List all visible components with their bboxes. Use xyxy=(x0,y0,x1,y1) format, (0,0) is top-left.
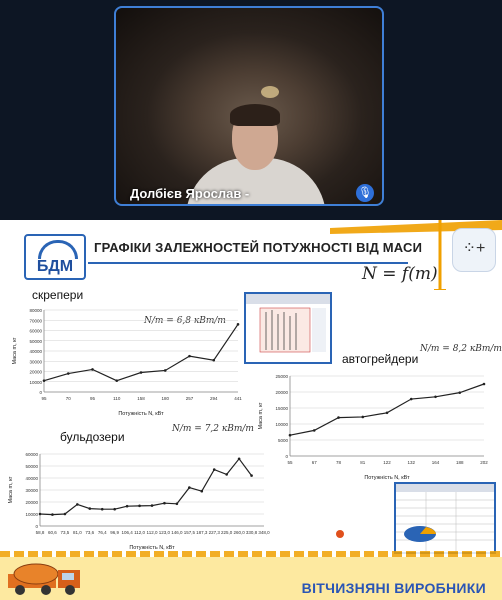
logo-text: БДМ xyxy=(36,258,74,275)
data-point xyxy=(200,490,203,493)
data-point xyxy=(88,507,91,510)
x-axis-label: Потужність N, кВт xyxy=(129,545,175,551)
x-tick-label: 96,9 xyxy=(110,530,120,535)
participant-name: Долбієв Ярослав - xyxy=(130,186,250,201)
chart2-annotation: N/m = 8,2 кВт/т xyxy=(420,344,502,354)
data-point xyxy=(289,434,292,437)
y-tick-label: 15000 xyxy=(275,406,288,411)
x-tick-label: 122 xyxy=(383,460,391,465)
x-tick-label: 227,3 xyxy=(208,530,220,535)
data-point xyxy=(64,513,67,516)
x-tick-label: 180 xyxy=(161,396,170,401)
x-tick-label: 146,0 xyxy=(171,530,183,535)
y-tick-label: 50000 xyxy=(29,338,42,344)
x-tick-label: 60,6 xyxy=(48,530,57,535)
data-point xyxy=(313,429,316,432)
participant-hair xyxy=(230,104,280,126)
x-tick-label: 67 xyxy=(311,460,317,465)
data-point xyxy=(386,412,389,415)
data-point xyxy=(101,508,104,511)
y-tick-label: 25000 xyxy=(275,374,288,379)
y-tick-label: 40000 xyxy=(25,476,38,481)
x-axis-label: Потужність N, кВт xyxy=(118,411,164,417)
x-tick-label: 202 xyxy=(480,460,488,465)
presentation-slide xyxy=(0,220,502,600)
data-point xyxy=(188,486,191,489)
x-tick-label: 260,0 xyxy=(233,530,245,535)
data-point xyxy=(113,508,116,511)
logo-arc-icon xyxy=(38,240,78,259)
x-tick-label: 348,0 xyxy=(258,530,270,535)
series-line xyxy=(40,459,252,515)
y-tick-label: 10000 xyxy=(25,512,38,517)
y-tick-label: 10000 xyxy=(29,379,42,385)
data-point xyxy=(138,505,141,508)
y-tick-label: 70000 xyxy=(29,318,42,324)
x-tick-label: 330,8 xyxy=(245,530,258,535)
data-point xyxy=(151,504,154,507)
x-tick-label: 164 xyxy=(431,460,440,465)
x-tick-label: 188 xyxy=(455,460,464,465)
x-tick-label: 81 xyxy=(360,460,366,465)
data-point xyxy=(483,383,486,386)
x-tick-label: 158 xyxy=(137,396,145,401)
x-tick-label: 95 xyxy=(89,396,96,401)
x-tick-label: 294 xyxy=(209,396,218,401)
chart-graders xyxy=(256,370,492,482)
data-point xyxy=(39,513,42,516)
slide-formula: N = f(m) xyxy=(362,264,438,284)
data-point xyxy=(238,458,241,461)
concrete-truck-icon xyxy=(6,562,86,596)
chart3-annotation: N/m = 7,2 кВт/т xyxy=(172,424,254,434)
y-tick-label: 20000 xyxy=(25,500,38,505)
footer-title: ВІТЧИЗНЯНІ ВИРОБНИКИ xyxy=(301,580,486,596)
x-tick-label: 78 xyxy=(335,460,342,465)
y-tick-label: 20000 xyxy=(29,369,42,375)
y-axis-label: Маса m, кг xyxy=(12,337,18,365)
x-tick-label: 58,8 xyxy=(35,530,45,535)
x-tick-label: 441 xyxy=(234,396,242,401)
data-point xyxy=(51,513,54,516)
y-axis-label: Маса m, кг xyxy=(8,476,14,504)
participant-video-tile[interactable] xyxy=(114,6,384,206)
bdm-logo xyxy=(24,234,86,280)
x-tick-label: 81,0 xyxy=(72,530,82,535)
recording-dot xyxy=(336,530,344,538)
x-tick-label: 112,0 xyxy=(146,530,158,535)
data-point xyxy=(43,379,46,382)
x-tick-label: 76,4 xyxy=(97,530,107,535)
chart1-title: скрепери xyxy=(32,288,84,302)
data-point xyxy=(188,355,191,358)
y-tick-label: 10000 xyxy=(275,422,288,427)
y-axis-label: Маса m, кг xyxy=(258,402,264,430)
chart3-title: бульдозери xyxy=(60,430,125,444)
data-point xyxy=(337,416,340,419)
x-tick-label: 225,0 xyxy=(221,530,233,535)
y-tick-label: 0 xyxy=(35,524,38,529)
x-tick-label: 257 xyxy=(185,396,194,401)
inset-chart-thumbnail xyxy=(244,292,332,364)
title-underline xyxy=(88,262,408,264)
inset-table-thumbnail xyxy=(394,482,496,554)
layout-grid-button[interactable]: ⁘+ xyxy=(452,228,496,272)
data-point xyxy=(458,391,461,394)
x-tick-label: 187,3 xyxy=(196,530,208,535)
y-tick-label: 60000 xyxy=(25,452,38,457)
x-tick-label: 73,5 xyxy=(60,530,70,535)
chart2-title: автогрейдери xyxy=(342,352,419,366)
slide-title: ГРАФІКИ ЗАЛЕЖНОСТЕЙ ПОТУЖНОСТІ ВІД МАСИ xyxy=(94,240,423,255)
y-tick-label: 50000 xyxy=(25,464,38,469)
y-tick-label: 30000 xyxy=(25,488,38,493)
data-point xyxy=(163,502,166,505)
data-point xyxy=(250,474,253,477)
y-tick-label: 5000 xyxy=(277,438,288,443)
y-tick-label: 40000 xyxy=(29,349,42,354)
data-point xyxy=(213,468,216,471)
data-point xyxy=(434,396,437,399)
x-tick-label: 157,5 xyxy=(183,530,195,535)
chart1-annotation: N/m = 6,8 кВт/т xyxy=(144,316,226,326)
data-point xyxy=(176,503,179,506)
data-point xyxy=(164,369,167,372)
x-axis-label: Потужність N, кВт xyxy=(364,475,410,481)
data-point xyxy=(67,372,70,375)
y-tick-label: 0 xyxy=(39,390,42,395)
y-tick-label: 80000 xyxy=(29,308,42,313)
y-tick-label: 30000 xyxy=(29,359,42,365)
series-line xyxy=(290,384,484,435)
data-point xyxy=(225,473,228,476)
data-point xyxy=(76,503,79,506)
data-point xyxy=(115,379,118,382)
data-point xyxy=(212,359,215,362)
x-tick-label: 123,0 xyxy=(158,530,171,535)
x-tick-label: 132 xyxy=(407,460,416,465)
chart-scrapers xyxy=(10,304,246,418)
chart-bulldozers xyxy=(6,448,272,552)
y-tick-label: 60000 xyxy=(29,328,42,334)
data-point xyxy=(126,505,129,508)
x-tick-label: 73,6 xyxy=(85,530,95,535)
ceiling-lamp xyxy=(261,86,279,98)
data-point xyxy=(410,398,413,401)
data-point xyxy=(140,371,143,374)
y-tick-label: 20000 xyxy=(275,390,288,395)
x-tick-label: 110 xyxy=(113,396,121,401)
x-tick-label: 106,4 xyxy=(121,530,133,535)
x-tick-label: 112,0 xyxy=(134,530,146,535)
data-point xyxy=(91,368,94,371)
x-tick-label: 55 xyxy=(287,460,293,465)
y-tick-label: 0 xyxy=(285,454,288,459)
x-tick-label: 95 xyxy=(41,396,47,401)
data-point xyxy=(237,323,240,326)
microphone-icon[interactable]: 🎙 xyxy=(356,184,374,202)
x-tick-label: 70 xyxy=(65,396,71,401)
data-point xyxy=(361,416,364,419)
